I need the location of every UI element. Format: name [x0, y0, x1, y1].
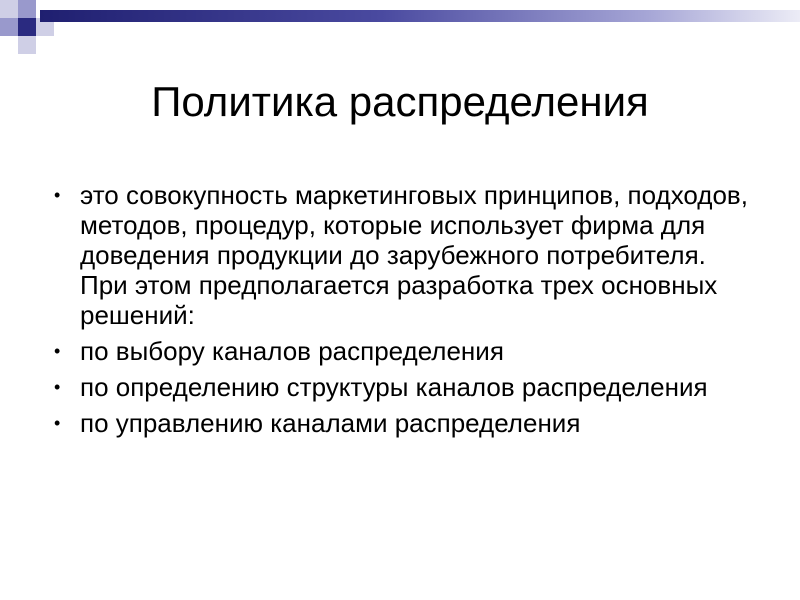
bullet-text: по выбору каналов распределения — [80, 336, 504, 366]
decorative-squares — [0, 0, 64, 56]
decor-square — [18, 0, 36, 18]
decor-square — [0, 0, 18, 18]
bullet-text: по управлению каналами распределения — [80, 408, 581, 438]
bullet-text: по определению структуры каналов распределения — [80, 372, 708, 402]
bullet-item — [52, 408, 752, 438]
decor-square — [0, 18, 18, 36]
decor-square — [18, 36, 36, 54]
bullet-text: это совокупность маркетинговых принципов, подходов, методов, процедур, которые использует фирма для доведения продукции до зарубежного потребителя. При этом предполагается разработка трех основных решений: — [80, 180, 748, 330]
bullet-item — [52, 372, 752, 402]
slide-title: Политика распределения — [151, 78, 649, 125]
bullet-item — [52, 336, 752, 366]
bullet-marker: • — [54, 377, 61, 397]
bullet-item — [52, 180, 752, 330]
decor-square — [18, 18, 36, 36]
bullet-marker: • — [54, 341, 61, 361]
bullet-marker: • — [54, 185, 61, 205]
bullet-marker: • — [54, 413, 61, 433]
top-gradient-bar — [40, 10, 800, 22]
bullet-list — [52, 180, 752, 444]
